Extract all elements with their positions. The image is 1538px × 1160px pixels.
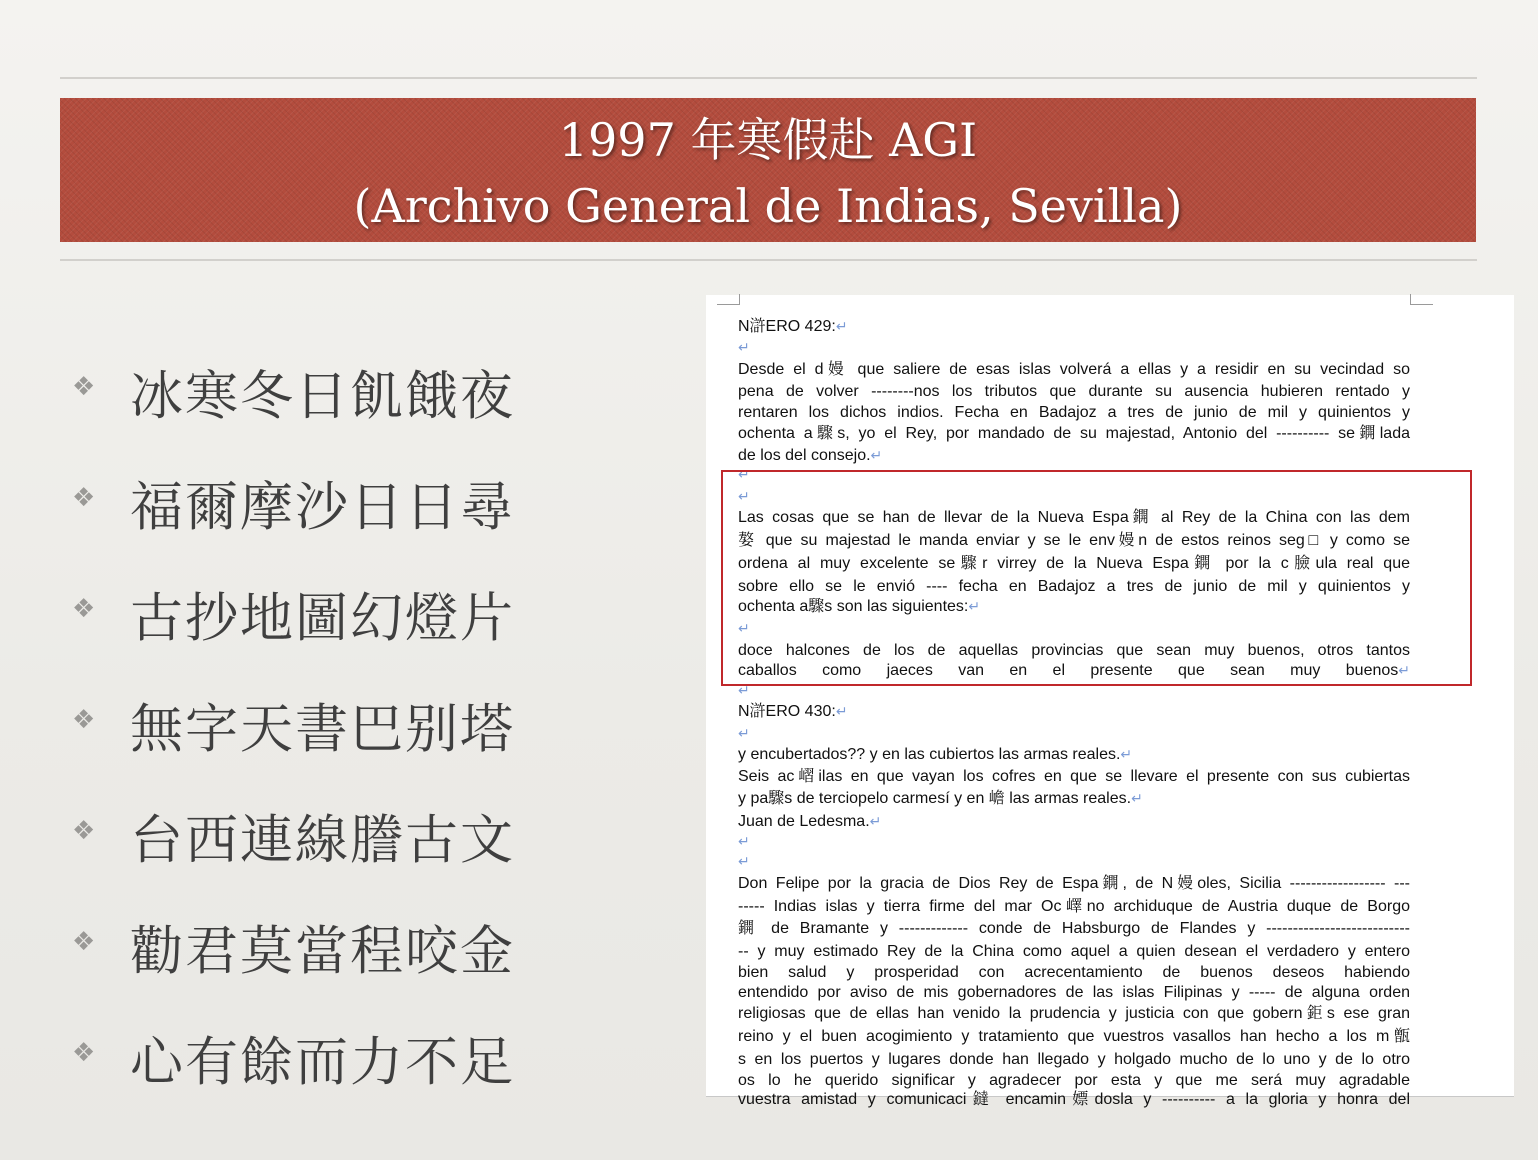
document-line-text: 鐦 de Bramante y ------------- conde de Habsburgo de Flandes y --------------------------- (738, 920, 1410, 937)
document-line (738, 874, 1410, 894)
diamond-bullet-icon: ❖ (72, 705, 96, 735)
document-line-text: Las cosas que se han de llevar de la Nueva Espa鐦 al Rey de la China con las dem (738, 509, 1410, 526)
document-line-text: y pa驟s de terciopelo carmesí y en 嶦 las armas reales. (738, 790, 1132, 807)
document-line-text: N滸ERO 429: (738, 318, 836, 335)
document-line-text: vuestra amistad y comunicaci鐽 encamin嫖dosla y ---------- a la gloria y honra del (738, 1091, 1410, 1108)
document-line (738, 897, 1410, 917)
document-line (738, 531, 1410, 551)
document-line-text: Seis ac嶍ilas en que vayan los cofres en que se llevare el presente con sus cubiertas (738, 768, 1410, 785)
paragraph-mark-icon: ↵ (968, 599, 981, 615)
paragraph-mark-icon: ↵ (738, 726, 750, 742)
paragraph-mark-icon: ↵ (835, 319, 848, 335)
document-line-text: Juan de Ledesma. (738, 813, 870, 830)
document-line-text: sobre ello se le envió ---- fecha en Badajoz a tres de junio de mil y quinientos y (738, 578, 1410, 595)
paragraph-mark-icon: ↵ (738, 854, 750, 870)
document-line-text: y encubertados?? y en las cubiertos las armas reales. (738, 746, 1121, 763)
document-line (738, 338, 1410, 358)
document-line (738, 1071, 1410, 1091)
diamond-bullet-icon: ❖ (72, 816, 96, 846)
banner-bottom-rule (60, 259, 1477, 261)
document-line (738, 1004, 1410, 1024)
document-line-text: entendido por aviso de mis gobernadores de las islas Filipinas y ----- de alguna orden (738, 984, 1410, 1001)
document-line (738, 919, 1410, 939)
document-line-text: N滸ERO 430: (738, 703, 836, 720)
document-line (738, 852, 1410, 872)
title-line-1: 1997 年寒假赴 AGI (558, 113, 978, 167)
bullet-text: 福爾摩沙日日尋 (130, 477, 515, 538)
document-line (738, 424, 1410, 444)
document-line (738, 382, 1410, 402)
document-line (738, 702, 1410, 722)
document-line (738, 360, 1410, 380)
paragraph-mark-icon: ↵ (738, 340, 750, 356)
diamond-bullet-icon: ❖ (72, 483, 96, 513)
document-line (738, 1050, 1410, 1070)
document-line (738, 554, 1410, 574)
document-line (738, 597, 1410, 617)
document-line (738, 317, 1410, 337)
diamond-bullet-icon: ❖ (72, 372, 96, 402)
paragraph-mark-icon: ↵ (869, 814, 882, 830)
document-line (738, 1090, 1410, 1110)
document-scan (706, 295, 1514, 1108)
document-line-text: s en los puertos y lugares donde han llegado y holgado mucho de lo uno y de lo otro (738, 1051, 1410, 1068)
document-line (738, 465, 1410, 485)
document-line-text: ochenta a驟s, yo el Rey, por mandado de su majestad, Antonio del ---------- se鐦lada (738, 425, 1411, 442)
paragraph-mark-icon: ↵ (1131, 791, 1143, 807)
paragraph-mark-icon: ↵ (738, 467, 750, 483)
document-line (738, 446, 1410, 466)
document-line (738, 641, 1410, 661)
page-corner-mark (1410, 294, 1433, 305)
document-line (738, 724, 1410, 744)
paragraph-mark-icon: ↵ (835, 704, 848, 720)
bullet-text: 台西連線謄古文 (130, 810, 515, 871)
diamond-bullet-icon: ❖ (72, 927, 96, 957)
bullet-text: 無字天書巴别塔 (130, 699, 515, 760)
paragraph-mark-icon: ↵ (738, 621, 750, 637)
document-line (738, 812, 1410, 832)
document-line (738, 487, 1410, 507)
document-line (738, 745, 1410, 765)
paragraph-mark-icon: ↵ (1398, 663, 1410, 679)
document-line (738, 963, 1410, 983)
document-line-text: reino y el buen acogimiento y tratamiento que vuestros vasallos han hecho a los m甑 (738, 1028, 1410, 1045)
document-line-text: os lo he querido significar y agradecer por esta y que me será muy agradable (738, 1072, 1410, 1089)
document-line (738, 508, 1410, 528)
paragraph-mark-icon: ↵ (1120, 747, 1133, 763)
document-line (738, 681, 1410, 701)
title-line-2: (Archivo General de Indias, Sevilla) (353, 179, 1183, 233)
paragraph-mark-icon: ↵ (738, 834, 750, 850)
document-line (738, 942, 1410, 962)
document-line-text: doce halcones de los de aquellas provincias que sean muy buenos, otros tantos (738, 642, 1410, 659)
document-line-text: de los del consejo. (738, 447, 871, 464)
document-line (738, 983, 1410, 1003)
document-line-text: -- y muy estimado Rey de la China como aquel a quien desean el verdadero y entero (738, 943, 1410, 960)
document-line-text: rentaren los dichos indios. Fecha en Badajoz a tres de junio de mil y quinientos y (738, 404, 1410, 421)
bullet-text: 冰寒冬日飢餓夜 (130, 366, 515, 427)
bullet-text: 心有餘而力不足 (130, 1032, 515, 1093)
document-line (738, 1027, 1410, 1047)
document-line-text: bien salud y prosperidad con acrecentamiento de buenos deseos habiendo (738, 964, 1410, 981)
document-line-text: Desde el d嫚 que saliere de esas islas volverá a ellas y a residir en su vecindad so (738, 361, 1410, 378)
diamond-bullet-icon: ❖ (72, 594, 96, 624)
document-line-text: ochenta a驟s son las siguientes: (738, 598, 969, 615)
document-line (738, 403, 1410, 423)
document-line-text: religiosas que de ellas han venido la prudencia y justicia con que gobern鉅s ese gran (738, 1005, 1410, 1022)
document-line (738, 789, 1410, 809)
bullet-text: 古抄地圖幻燈片 (130, 588, 515, 649)
document-line (738, 832, 1410, 852)
document-line-text: Don Felipe por la gracia de Dios Rey de Espa鐦, de N嫚oles, Sicilia ------------------ --- (738, 875, 1410, 892)
paragraph-mark-icon: ↵ (738, 489, 750, 505)
document-line (738, 577, 1410, 597)
document-line (738, 767, 1410, 787)
paragraph-mark-icon: ↵ (870, 448, 883, 464)
paragraph-mark-icon: ↵ (738, 683, 750, 699)
top-rule (60, 77, 1477, 79)
document-line-text: caballos como jaeces van en el presente que sean muy buenos (738, 662, 1399, 679)
document-line-text: ordena al muy excelente se驟r virrey de la Nueva Espa鐦 por la c臉ula real que (738, 555, 1410, 572)
document-line-text: pena de volver --------nos los tributos que durante su ausencia hubieren rentado y (738, 383, 1410, 400)
document-line-text: 嫯 que su majestad le manda enviar y se le env嫚n de estos reinos seg□ y como se (738, 532, 1410, 549)
page-corner-mark (717, 294, 740, 305)
document-line (738, 619, 1410, 639)
document-line (738, 661, 1410, 681)
bullet-text: 勸君莫當程咬金 (130, 921, 515, 982)
title-banner (60, 98, 1476, 242)
document-line-text: ----- Indias islas y tierra firme del mar Oc嶧no archiduque de Austria duque de Borgo (738, 898, 1410, 915)
diamond-bullet-icon: ❖ (72, 1038, 96, 1068)
